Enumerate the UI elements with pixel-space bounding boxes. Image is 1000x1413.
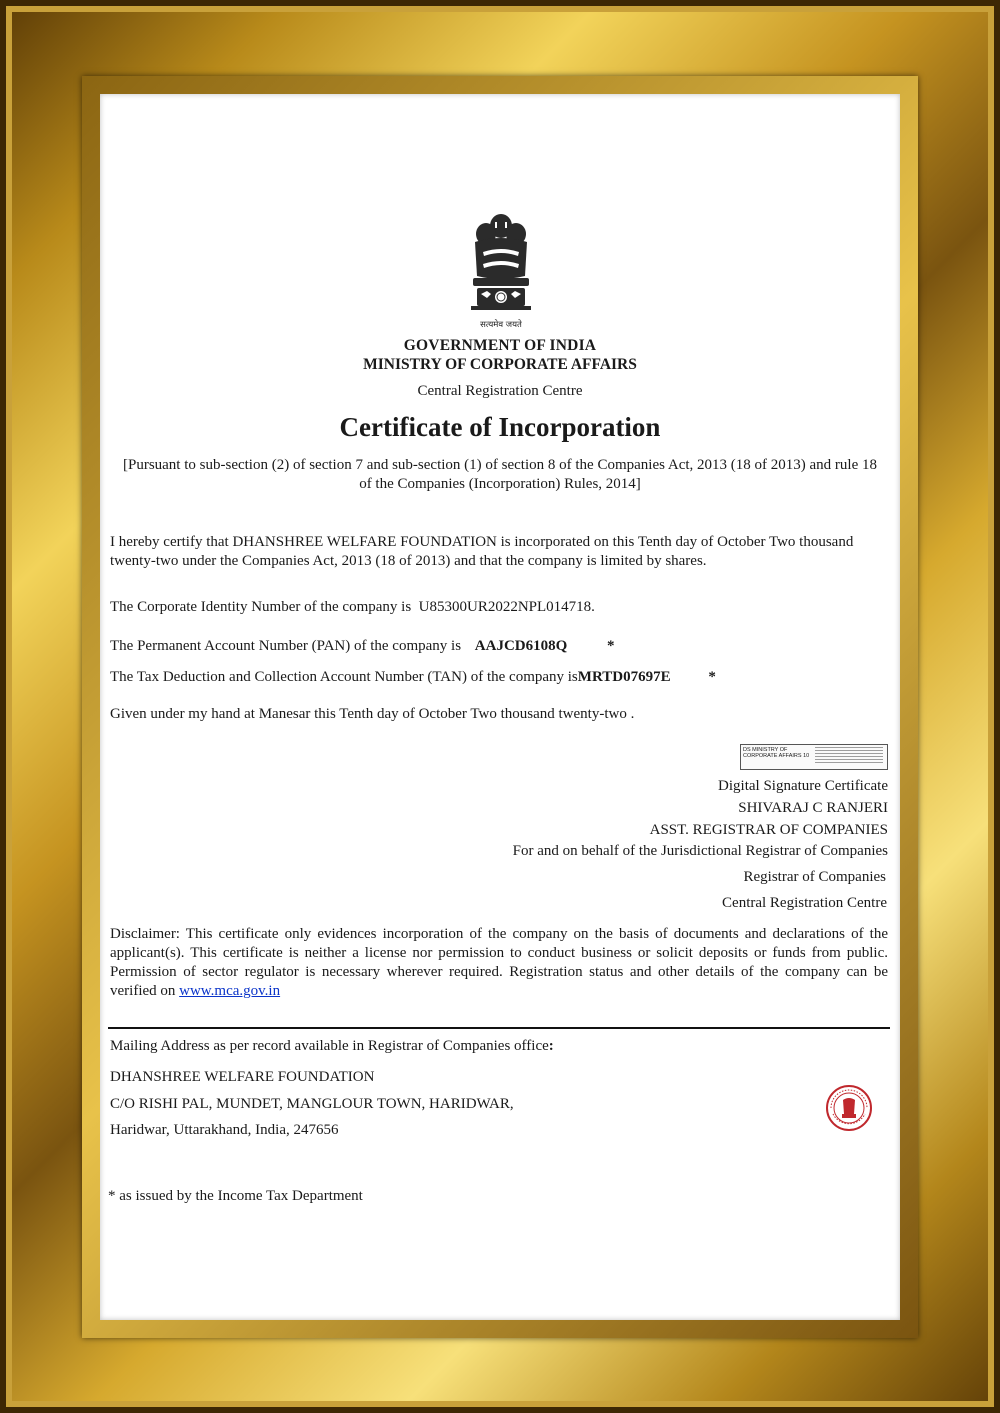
certificate-document xyxy=(100,94,900,1320)
pan-row xyxy=(110,638,615,655)
address-line-3: Haridwar, Uttarakhand, India, 247656 xyxy=(110,1122,339,1138)
roc-seal-icon xyxy=(825,1084,873,1132)
disclaimer xyxy=(110,925,888,1001)
registrar-line: Registrar of Companies xyxy=(743,869,886,885)
tan-row xyxy=(110,669,716,686)
government-heading: GOVERNMENT OF INDIA xyxy=(403,337,597,354)
address-line-1: DHANSHREE WELFARE FOUNDATION xyxy=(110,1069,375,1085)
signature-stamp-lines xyxy=(815,747,883,765)
mailing-heading-colon: : xyxy=(548,1038,554,1054)
disclaimer-text: Disclaimer: This certificate only evidences incorporation of the company on the basis of documents and declarations of the applicant(s). This certificate is neither a license nor permission to conduct business or solicit deposits or funds from public. Permission of sector regulator is necessary wherever required. Registration status and other details of the company can be verified on xyxy=(110,926,888,999)
certificate-title: Certificate of Incorporation xyxy=(339,412,661,442)
mailing-heading-text: Mailing Address as per record available in Registrar of Companies office xyxy=(110,1038,549,1054)
section-divider xyxy=(108,1027,890,1029)
footnote-asterisk: * xyxy=(108,1188,116,1204)
cin-row xyxy=(110,599,595,616)
tan-value: MRTD07697E xyxy=(577,669,671,685)
signer-post: ASST. REGISTRAR OF COMPANIES xyxy=(649,822,888,838)
footnote xyxy=(108,1188,363,1205)
cin-value: U85300UR2022NPL014718. xyxy=(418,599,595,615)
given-statement: Given under my hand at Manesar this Tenth day of October Two thousand twenty-two . xyxy=(110,706,635,722)
signer-name: SHIVARAJ C RANJERI xyxy=(738,800,888,816)
signature-stamp-text: DS MINISTRY OF CORPORATE AFFAIRS 10 xyxy=(743,747,810,759)
digital-signature-stamp xyxy=(740,744,888,770)
pan-label: The Permanent Account Number (PAN) of the company is xyxy=(110,638,462,654)
footnote-text: as issued by the Income Tax Department xyxy=(119,1188,363,1204)
cin-label: The Corporate Identity Number of the company is xyxy=(110,599,412,615)
dsc-label: Digital Signature Certificate xyxy=(718,778,888,794)
mailing-heading xyxy=(110,1038,554,1055)
pan-value: AAJCD6108Q xyxy=(474,638,568,654)
tan-asterisk: * xyxy=(708,669,716,685)
tan-label: The Tax Deduction and Collection Account Number (TAN) of the company is xyxy=(110,669,578,685)
ministry-heading: MINISTRY OF CORPORATE AFFAIRS xyxy=(363,356,637,373)
centre-line: Central Registration Centre xyxy=(722,895,887,911)
address-line-2: C/O RISHI PAL, MUNDET, MANGLOUR TOWN, HARIDWAR, xyxy=(110,1096,514,1112)
behalf-line: For and on behalf of the Jurisdictional Registrar of Companies xyxy=(512,843,888,859)
emblem-motto: सत्यमेव जयते xyxy=(480,320,522,330)
national-emblem-icon xyxy=(461,206,541,332)
pan-asterisk: * xyxy=(607,638,615,654)
pursuant-clause: [Pursuant to sub-section (2) of section 7 and sub-section (1) of section 8 of the Companies Act, 2013 (18 of 2013) and rule 18 of the Companies (Incorporation) Rules, 2014] xyxy=(122,457,877,492)
mca-link[interactable]: www.mca.gov.in xyxy=(179,983,281,999)
certification-statement: I hereby certify that DHANSHREE WELFARE FOUNDATION is incorporated on this Tenth day of October Two thousand twenty-two under the Companies Act, 2013 (18 of 2013) and that the company is limited by shares. xyxy=(110,534,854,569)
registration-centre: Central Registration Centre xyxy=(417,383,583,399)
